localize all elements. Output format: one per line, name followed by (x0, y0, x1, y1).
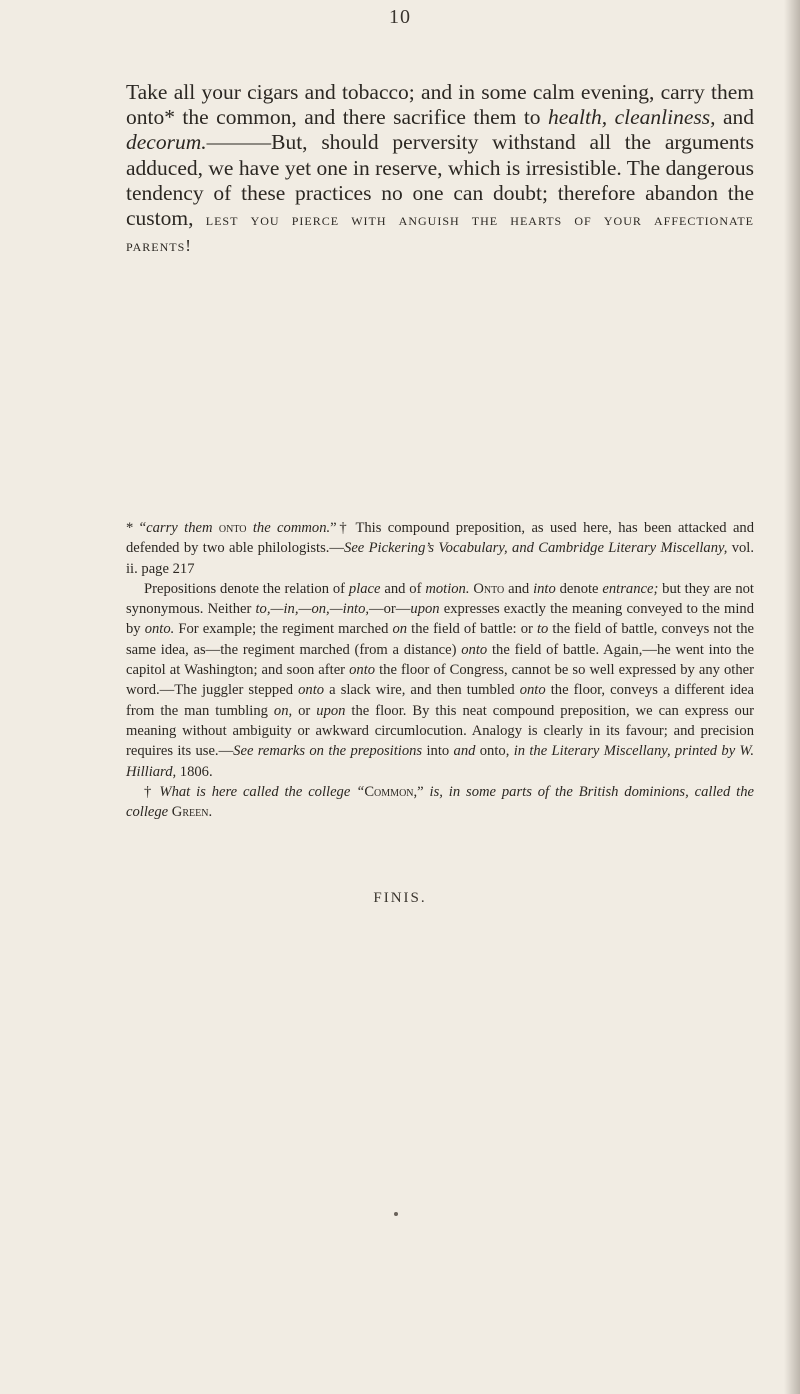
footnote-dagger-run: What is here called the college “ (159, 783, 365, 800)
footnote-prepositions: Prepositions denote the relation of place and of motion. Onto and into denote entrance; but they are not synonymous. Neither to,—in,—on,—into,—or—upon expresses exactly the meaning conveyed to the mind by onto. For example; the regiment marched on the field of battle: or to the field of battle, conveys not the same idea, as—the regiment marched (from a distance) onto the field of battle. Again,—he went into the capitol at Washington; and soon after onto the floor of Congress, cannot be so well expressed by any other word.—The juggler stepped onto a slack wire, and then tumbled onto the floor, conveys a different idea from the man tumbling on, or upon the floor. By this neat compound preposition, we can express our meaning without ambiguity or awkward circumlocution. Analogy is clearly in its favour; and precision requires its use.—See remarks on the prepositions into and onto, in the Literary Miscellany, printed by W. Hilliard, 1806. (126, 580, 755, 780)
footnote-prepositions-run: into (533, 580, 556, 597)
footnote-prepositions-run: onto. (144, 621, 175, 638)
footnote-prepositions-run: onto (461, 641, 488, 658)
footnote-prepositions-run: in the Literary Miscellany, printed by W. Hilliard, (126, 743, 755, 780)
footnote-prepositions-run: onto (298, 682, 325, 699)
page-number: 10 (389, 6, 411, 28)
footnote-prepositions-run: to,—in,—on,—into, (255, 601, 370, 618)
main-run: lest you pierce with anguish the hearts of your affectionate parents! (126, 210, 755, 256)
finis: FINIS. (373, 890, 427, 906)
footnote-prepositions-run: entrance; (602, 580, 659, 597)
main-run: decorum. (126, 130, 207, 155)
main-paragraph: Take all your cigars and tobacco; and in some calm evening, carry them onto* the common, and there sacrifice them to health, cleanliness, and decorum.———But, should perversity withstand all the arguments adduced, we have yet one in reserve, which is irresistible. The dangerous tendency of these practices no one can doubt; therefore abandon the custom, lest you pierce with anguish the hearts of your affectionate parents! (126, 80, 755, 256)
footnote-star-run: See Pickering’s Vocabulary, and Cambridge Literary Miscellany, (344, 540, 728, 557)
footnote-prepositions-run: on, (273, 702, 293, 719)
footnotes (126, 518, 754, 822)
footnote-star-run: the common. (252, 520, 331, 536)
footnote-prepositions-run: to (536, 621, 549, 638)
footnote-star-run: carry them (146, 520, 213, 536)
footnote-prepositions-run: motion. (425, 580, 470, 597)
page-edge-shadow (784, 0, 800, 1394)
footnote-prepositions-run: upon (316, 702, 346, 719)
footnote-prepositions-run: onto (349, 662, 376, 679)
main-run: health, cleanliness, (548, 105, 716, 130)
footnote-dagger: † What is here called the college “Common,” is, in some parts of the British dominions, called the college Green. (126, 783, 754, 821)
footnote-prepositions-run: upon (410, 601, 440, 618)
footnote-prepositions-run: See remarks on the prepositions (233, 743, 423, 760)
footnote-star: * “carry them onto the common.”† This compound preposition, as used here, has been attacked and defended by two able philologists.—See Pickering’s Vocabulary, and Cambridge Literary Miscellany, vol. ii. page 217 (126, 520, 755, 577)
footnote-prepositions-run: onto (519, 682, 546, 699)
print-speck (394, 1212, 398, 1216)
footnote-prepositions-run: place (348, 580, 381, 597)
footnote-prepositions-run: and (453, 743, 476, 760)
footnote-star-run: onto (212, 520, 253, 536)
footnote-prepositions-run: on (392, 621, 408, 638)
footnote-dagger-run: is, in some parts of the British dominions, called the college (126, 783, 754, 821)
footnote-dagger-run: Common, (364, 783, 418, 800)
footnote-prepositions-run: Onto (473, 580, 505, 597)
footnote-dagger-run: Green. (171, 804, 213, 821)
